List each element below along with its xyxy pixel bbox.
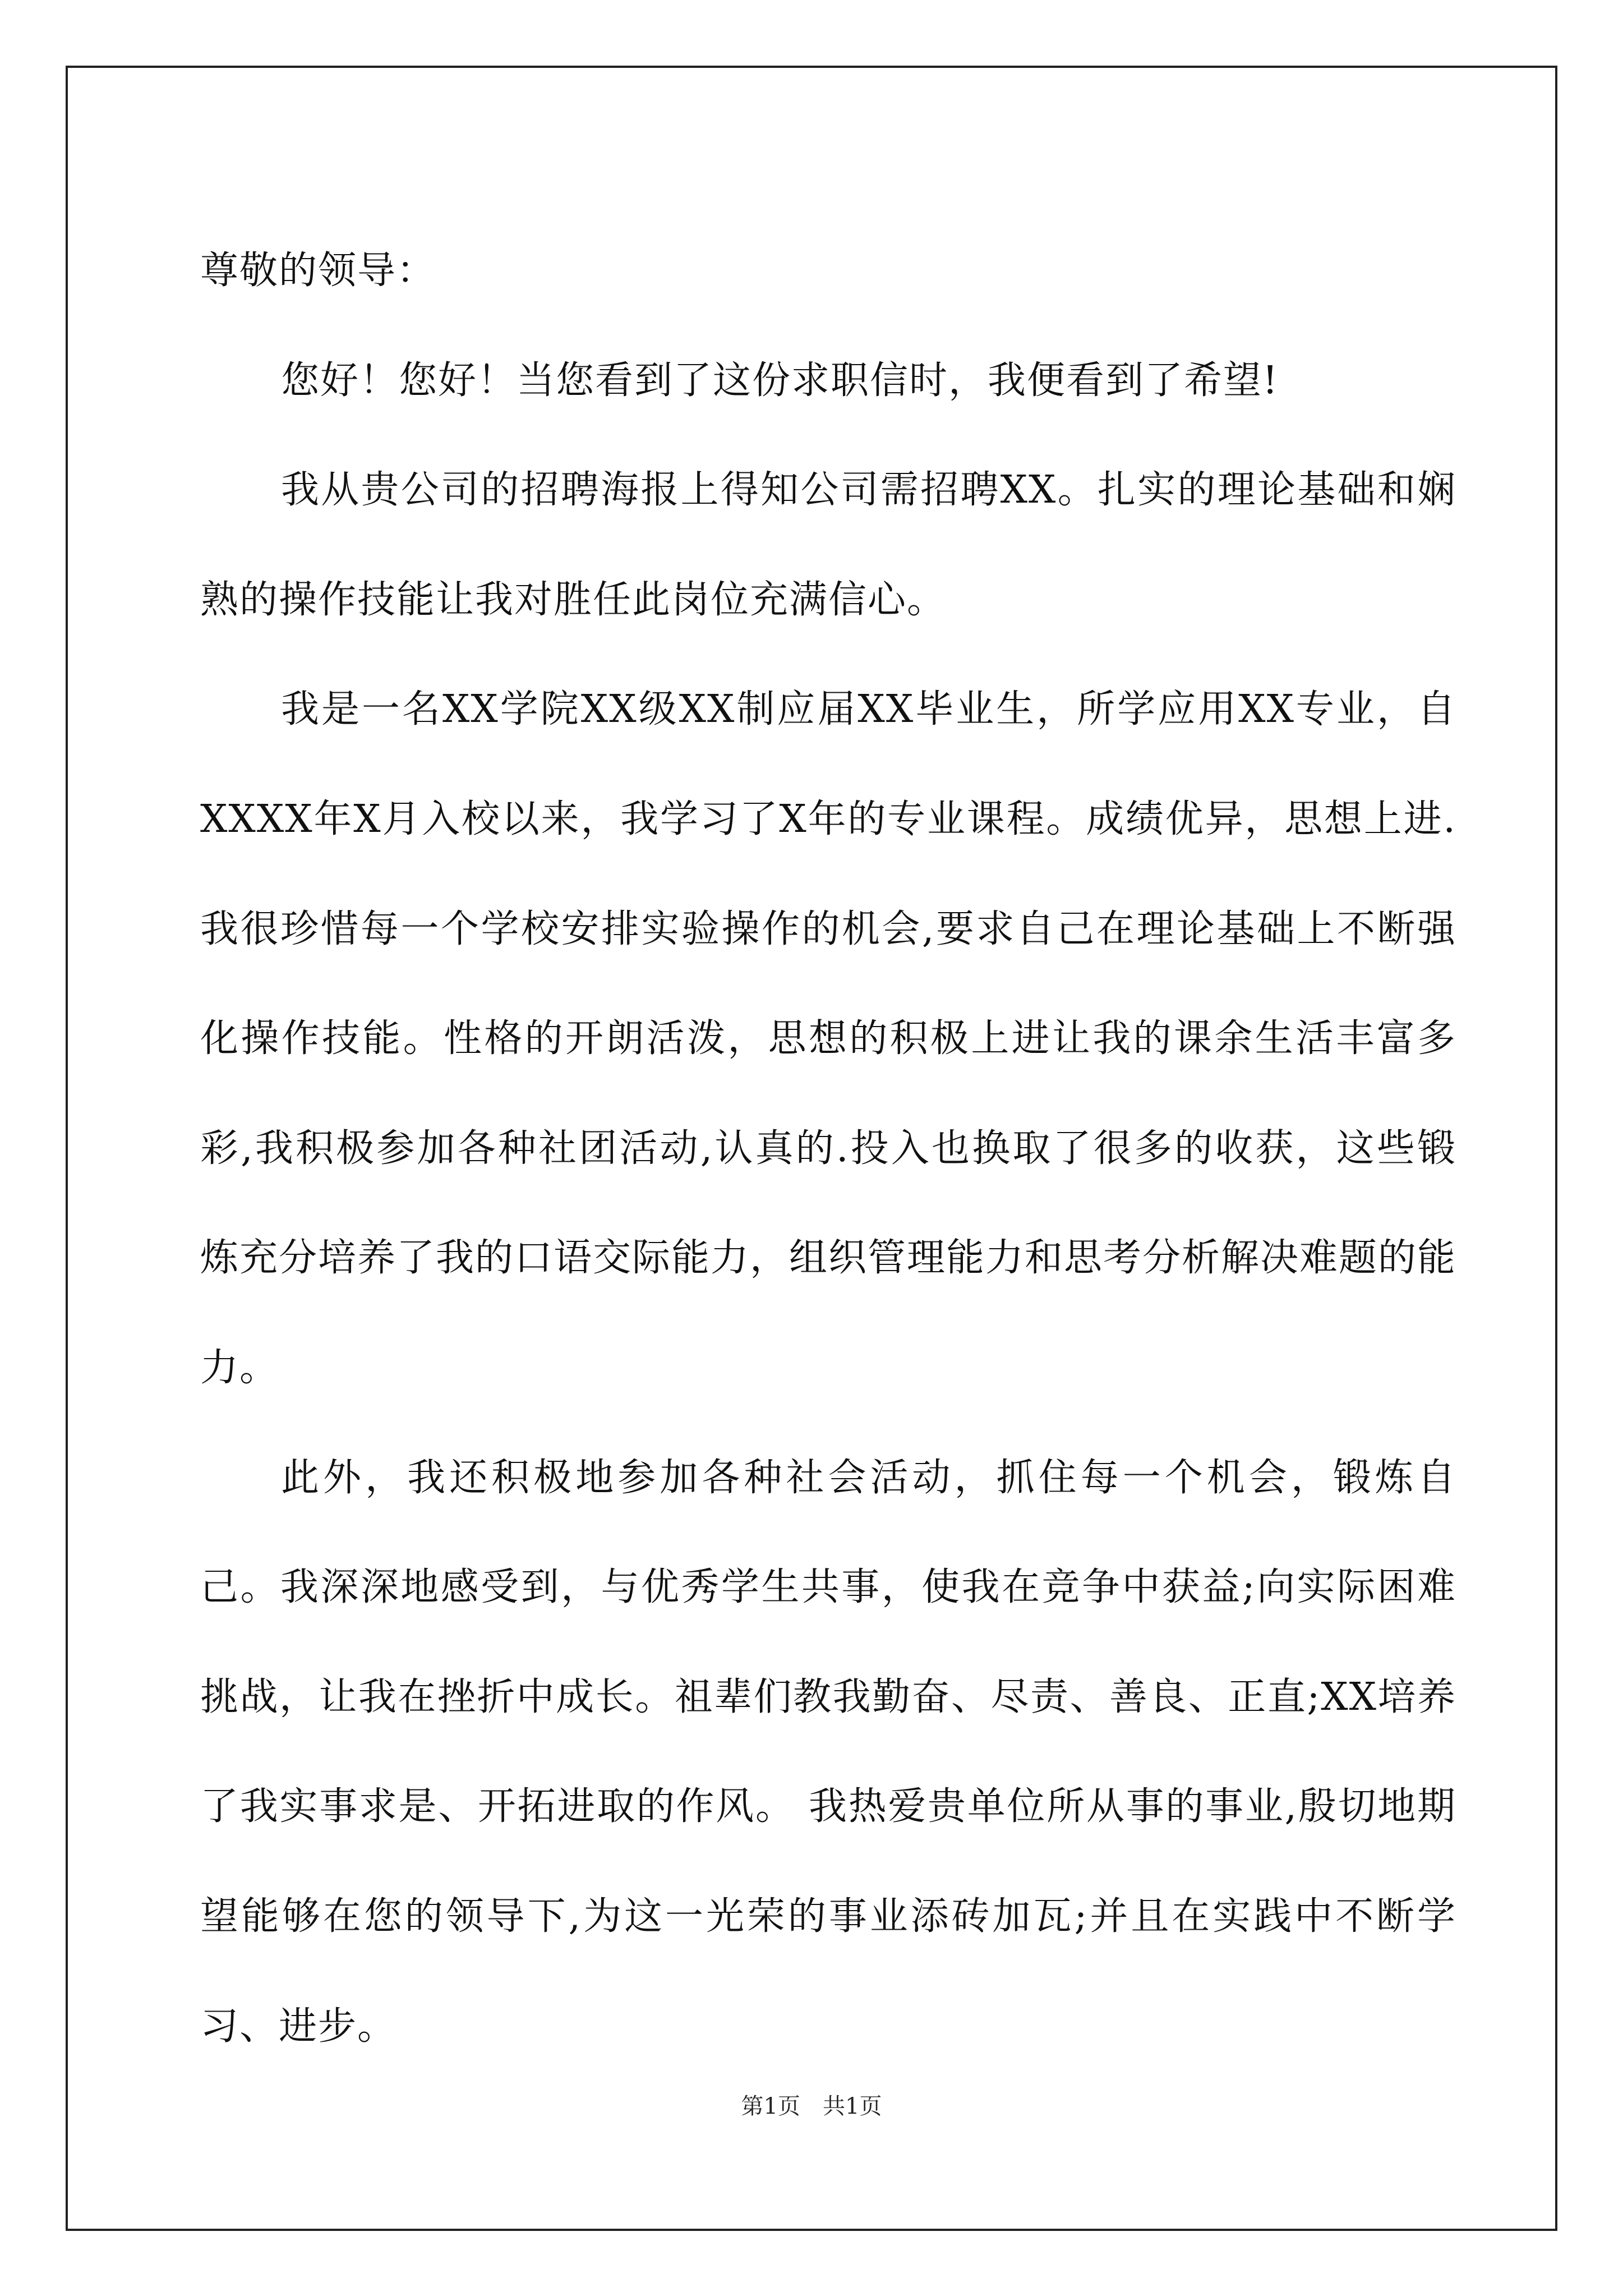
paragraph-activities: 此外，我还积极地参加各种社会活动，抓住每一个机会，锻炼自己。我深深地感受到，与优秀学生共事，使我在竞争中获益;向实际困难挑战，让我在挫折中成长。祖辈们教我勤奋、尽责、善良、正直;XX培养了我实事求是、开拓进取的作风。 我热爱贵单位所从事的事业,殷切地期望能够在您的领导下,为这一光荣的事业添砖加瓦;并且在实践中不断学习、进步。: [200, 1455, 1456, 2049]
letter-body: [200, 216, 1456, 2081]
paragraph-position: 我从贵公司的招聘海报上得知公司需招聘XX。扎实的理论基础和娴熟的操作技能让我对胜任此岗位充满信心。: [200, 468, 1456, 622]
page-number: 第1页: [741, 2093, 800, 2119]
page-footer: [0, 2092, 1623, 2120]
salutation: 尊敬的领导：: [200, 249, 436, 293]
paragraph-greeting: 您好！您好！当您看到了这份求职信时，我便看到了希望!: [281, 358, 1279, 403]
paragraph-background: 我是一名XX学院XX级XX制应届XX毕业生，所学应用XX专业，自XXXX年X月入校以来，我学习了X年的专业课程。成绩优异，思想上进.我很珍惜每一个学校安排实验操作的机会,要求自己在理论基础上不断强化操作技能。性格的开朗活泼，思想的积极上进让我的课余生活丰富多彩,我积极参加各种社团活动,认真的.投入也换取了很多的收获，这些锻炼充分培养了我的口语交际能力，组织管理能力和思考分析解决难题的能力。: [200, 687, 1457, 1390]
page-total: 共1页: [823, 2093, 882, 2119]
